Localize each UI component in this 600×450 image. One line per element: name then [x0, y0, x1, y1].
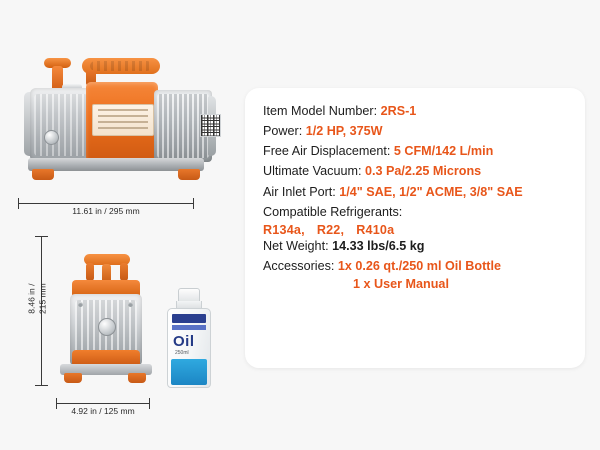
- dimension-width: [56, 398, 150, 418]
- dimension-height-label: [26, 264, 47, 334]
- refrigerant-list: [263, 223, 569, 237]
- qr-code-sticker: [200, 114, 221, 137]
- dimension-tick-bottom: [35, 385, 48, 386]
- spec-row-net-weight: [263, 237, 569, 256]
- vacuum-pump-front-view: [58, 238, 154, 386]
- specification-card: [245, 88, 585, 368]
- dimension-line: [18, 203, 194, 204]
- pump-cylinder-body: [30, 88, 92, 162]
- spec-value-user-manual: 1 x User Manual: [353, 277, 449, 292]
- pump-front-handle-post-left: [86, 263, 94, 281]
- spec-row-accessories: [263, 257, 569, 276]
- pump-oil-sight-glass: [44, 130, 59, 145]
- dimension-height-line2: 215 mm: [37, 283, 47, 314]
- dimension-width-label: 4.92 in / 125 mm: [71, 406, 135, 416]
- pump-spec-label: [92, 104, 154, 136]
- spec-value-model: 2RS-1: [380, 104, 417, 118]
- spec-value-ultimate-vacuum: 0.3 Pa/2.25 Microns: [364, 164, 482, 179]
- dimension-line-bottom: [56, 403, 150, 404]
- pump-front-bolt-2: [128, 302, 133, 307]
- oil-bottle-blue-band: [171, 359, 207, 385]
- pump-foot-left: [32, 169, 54, 180]
- dimension-height: [26, 236, 52, 386]
- spec-value-accessories: 1x 0.26 qt./250 ml Oil Bottle: [337, 258, 501, 273]
- oil-bottle-title: Oil: [173, 333, 195, 350]
- oil-bottle-brand-strip: [172, 314, 206, 323]
- pump-front-handle-post-right: [120, 263, 128, 281]
- spec-label-net-weight: Net Weight:: [263, 238, 329, 253]
- spec-label-power: Power:: [263, 124, 303, 139]
- spec-row-air-inlet-port: [263, 183, 569, 202]
- refrigerant-item-3: R410a: [356, 222, 395, 237]
- spec-value-power: 1/2 HP, 375W: [305, 124, 383, 139]
- spec-row-power: [263, 122, 569, 141]
- dimension-tick-top: [35, 236, 48, 237]
- oil-bottle-subtitle-strip: [172, 325, 206, 330]
- dimension-height-line1: 8.46 in /: [26, 283, 37, 314]
- spec-row-model: [263, 102, 569, 121]
- spec-label-air-inlet-port: Air Inlet Port:: [263, 184, 336, 199]
- refrigerant-item-2: R22,: [316, 222, 345, 237]
- pump-front-foot-left: [64, 373, 82, 383]
- spec-label-accessories: Accessories:: [263, 258, 335, 273]
- dimension-length: [18, 198, 194, 218]
- pump-foot-right: [178, 169, 200, 180]
- spec-label-compatible-refrigerants: Compatible Refrigerants:: [263, 204, 403, 219]
- spec-value-net-weight: 14.33 lbs/6.5 kg: [332, 238, 425, 253]
- spec-row-compatible-refrigerants: [263, 203, 569, 222]
- pump-front-bolt-1: [78, 302, 83, 307]
- spec-label-ultimate-vacuum: Ultimate Vacuum:: [263, 164, 362, 179]
- pump-front-sight-glass: [98, 318, 116, 336]
- oil-bottle: [165, 288, 211, 386]
- dimension-length-label: 11.61 in / 295 mm: [72, 206, 140, 216]
- spec-label-model: Item Model Number:: [263, 104, 378, 118]
- oil-bottle-volume: 250ml: [175, 350, 189, 356]
- spec-value-air-inlet-port: 1/4" SAE, 1/2" ACME, 3/8" SAE: [339, 184, 523, 199]
- spec-label-air-displacement: Free Air Displacement:: [263, 144, 391, 159]
- vacuum-pump-side-view: [22, 30, 222, 190]
- spec-row-air-displacement: [263, 142, 569, 161]
- pump-front-foot-right: [128, 373, 146, 383]
- spec-row-ultimate-vacuum: [263, 162, 569, 181]
- product-illustration-area: [0, 0, 250, 450]
- spec-value-air-displacement: 5 CFM/142 L/min: [393, 144, 494, 159]
- refrigerant-item-1: R134a,: [263, 222, 305, 237]
- oil-bottle-body: [167, 308, 211, 388]
